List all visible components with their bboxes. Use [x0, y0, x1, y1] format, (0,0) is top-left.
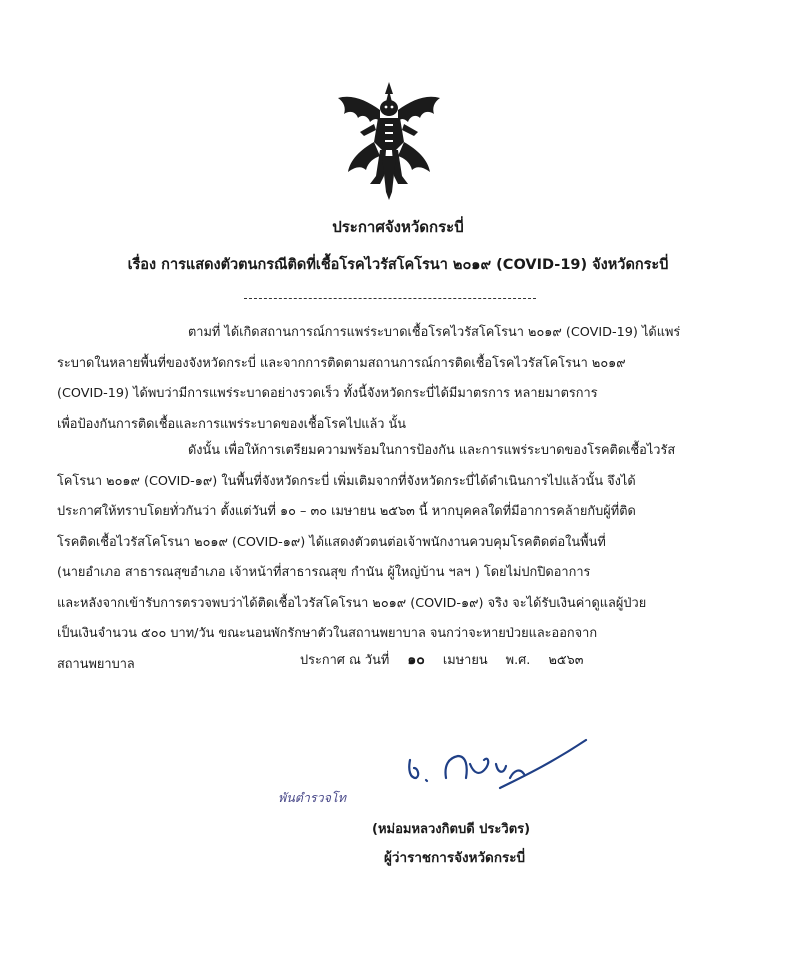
- paragraph-line: เป็นเงินจำนวน ๕๐๐ บาท/วัน ขณะนอนพักรักษาตัวในสถานพยาบาล จนกว่าจะหายป่วยและออกจาก: [57, 626, 598, 641]
- paragraph-line: ดังนั้น เพื่อให้การเตรียมความพร้อมในการป้องกัน และการแพร่ระบาดของโรคติดเชื้อไวรัส: [188, 443, 676, 458]
- announcement-title: ประกาศจังหวัดกระบี่: [332, 218, 464, 236]
- date-era: พ.ศ.: [505, 653, 531, 668]
- paragraph-line: โรคติดเชื้อไวรัสโคโรนา ๒๐๑๙ (COVID-๑๙) ได้แสดงตัวตนต่อเจ้าพนักงานควบคุมโรคติดต่อในพื้นที่: [57, 534, 606, 550]
- paragraph-line: เพื่อป้องกันการติดเชื้อและการแพร่ระบาดของเชื้อโรคไปแล้ว นั้น: [57, 416, 407, 432]
- title-divider: [244, 298, 536, 299]
- paragraph-line: (นายอำเภอ สาธารณสุขอำเภอ เจ้าหน้าที่สาธารณสุข กำนัน ผู้ใหญ่บ้าน ฯลฯ ) โดยไม่ปกปิดอาการ: [57, 565, 591, 580]
- paragraph-line: สถานพยาบาล: [57, 656, 135, 672]
- paragraph-line: และหลังจากเข้ารับการตรวจพบว่าได้ติดเชื้อไวรัสโคโรนา ๒๐๑๙ (COVID-๑๙) จริง จะได้รับเงินค่าดูแลผู้ป่วย: [57, 595, 647, 611]
- garuda-emblem-icon: [330, 80, 448, 202]
- date-year: ๒๕๖๓: [548, 653, 584, 668]
- date-label: ประกาศ ณ วันที่: [300, 653, 390, 668]
- subject-text: การแสดงตัวตนกรณีติดที่เชื้อโรคไวรัสโคโรนา ๒๐๑๙ (COVID-19) จังหวัดกระบี่: [161, 257, 669, 273]
- paragraph-2: [57, 436, 700, 680]
- date-month: เมษายน: [442, 653, 488, 668]
- announcement-date: [300, 649, 597, 671]
- paragraph-line: โคโรนา ๒๐๑๙ (COVID-๑๙) ในพื้นที่จังหวัดกระบี่ เพิ่มเติมจากที่จังหวัดกระบี่ได้ดำเนินการไปแล้วนั้น จึงได้: [57, 473, 636, 489]
- handwritten-signature: [400, 728, 600, 818]
- paragraph-1: [57, 318, 700, 440]
- signatory-rank: พันตำรวจโท: [278, 790, 346, 805]
- date-day: ๑๐: [407, 652, 425, 668]
- subject-prefix: เรื่อง: [127, 257, 157, 273]
- paragraph-line: (COVID-19) ได้พบว่ามีการแพร่ระบาดอย่างรวดเร็ว ทั้งนี้จังหวัดกระบี่ได้มีมาตรการ หลายมาตรการ: [57, 386, 598, 401]
- signatory-position: ผู้ว่าราชการจังหวัดกระบี่: [384, 850, 526, 866]
- paragraph-line: ประกาศให้ทราบโดยทั่วกันว่า ตั้งแต่วันที่ ๑๐ – ๓๐ เมษายน ๒๕๖๓ นี้ หากบุคคลใดที่มีอาการคล้ายกับผู้ที่ติด: [57, 504, 636, 519]
- paragraph-line: ระบาดในหลายพื้นที่ของจังหวัดกระบี่ และจากการติดตามสถานการณ์การติดเชื้อโรคไวรัสโคโรนา ๒๐๑๙: [57, 355, 626, 371]
- announcement-subject: [0, 253, 796, 276]
- paragraph-line: ตามที่ ได้เกิดสถานการณ์การแพร่ระบาดเชื้อโรคไวรัสโคโรนา ๒๐๑๙ (COVID-19) ได้แพร่: [188, 325, 681, 340]
- signatory-name: (หม่อมหลวงกิตบดี ประวิตร): [372, 822, 531, 837]
